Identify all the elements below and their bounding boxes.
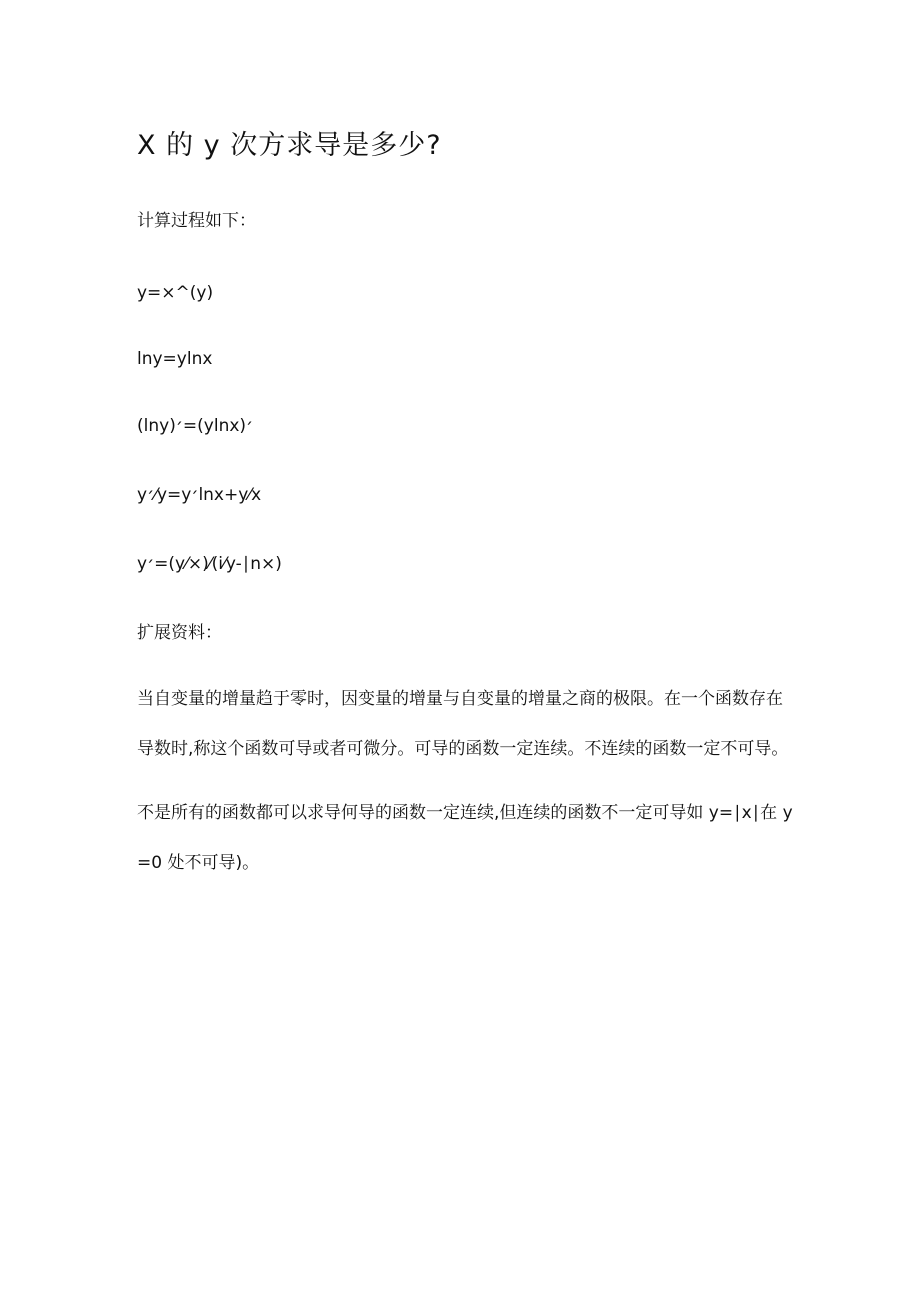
calc-heading: 计算过程如下： (137, 211, 256, 231)
formula-step-1: y=×^(y) (137, 283, 214, 303)
extension-paragraph-2: 不是所有的函数都可以求导何导的函数一定连续,但连续的函数不一定可导如 y=∣x∣在 y=0 处不可导)。 (137, 803, 793, 873)
extension-paragraph-1: 当自变量的增量趋于零时，因变量的增量与自变量的增量之商的极限。在一个函数存在导数时,称这个函数可导或者可微分。可导的函数一定连续。不连续的函数一定不可导。 (137, 689, 789, 759)
formula-step-5: y׳=(y⁄×)⁄(i⁄y-∣n×) (137, 554, 282, 574)
extension-heading: 扩展资料： (137, 623, 222, 643)
formula-step-4: y׳⁄y=y׳lnx+y⁄x (137, 485, 262, 505)
document-title: X 的 y 次方求导是多少? (137, 130, 442, 161)
formula-step-2: lny=ylnx (137, 349, 213, 369)
formula-step-3: (lny)׳=(ylnx)׳ (137, 416, 254, 436)
